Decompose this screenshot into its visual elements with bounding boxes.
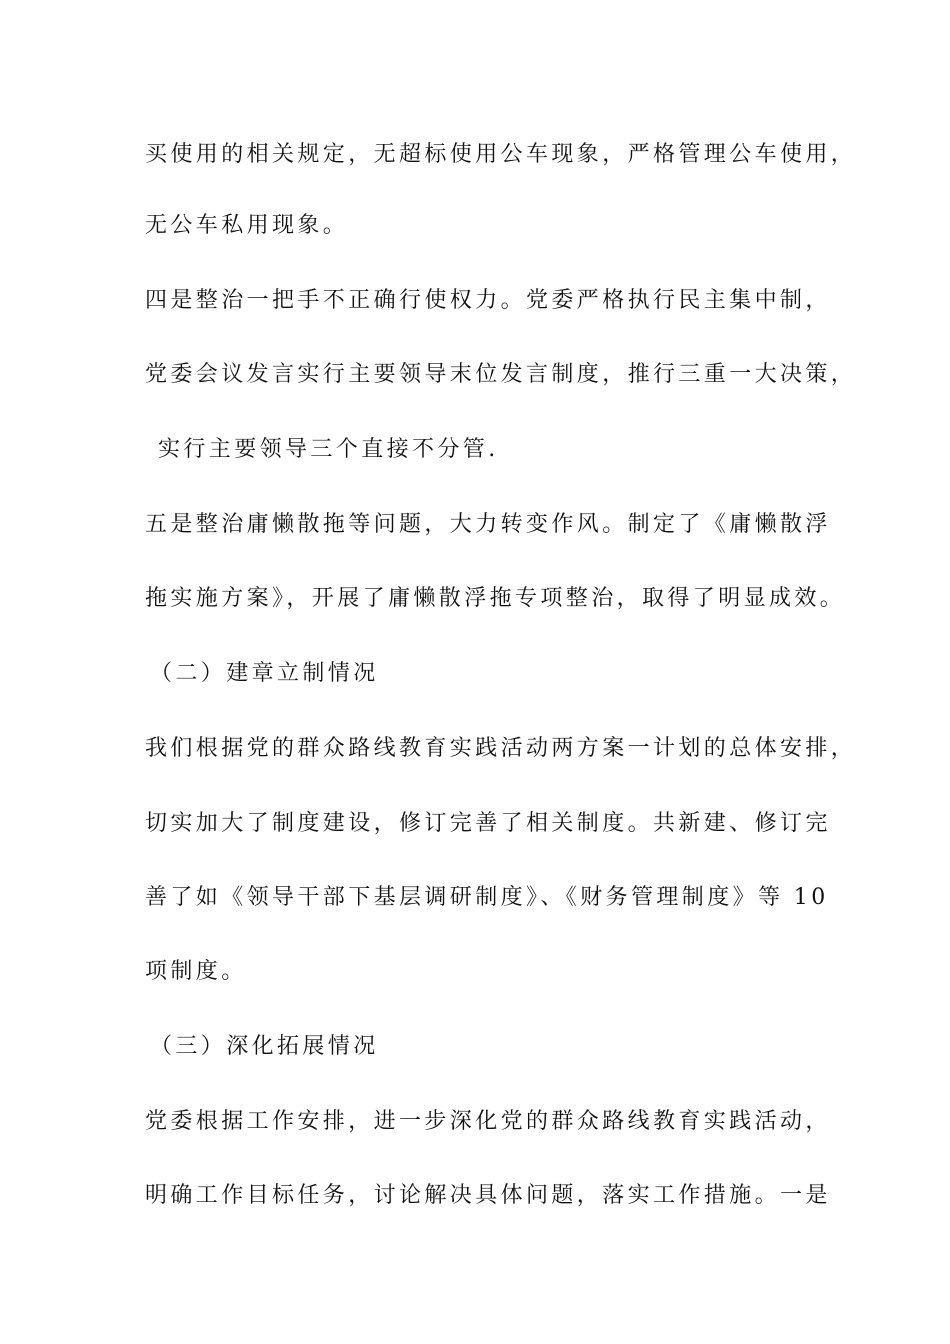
text-line: 切实加大了制度建设，修订完善了相关制度。共新建、修订完 [145, 811, 831, 836]
text-line: 无公车私用现象。 [145, 213, 349, 238]
text-line: 四是整治一把手不正确行使权力。党委严格执行民主集中制， [145, 288, 831, 313]
text-line: 党委会议发言实行主要领导末位发言制度，推行三重一大决策， [145, 362, 857, 387]
text-line: 五是整治庸懒散拖等问题，大力转变作风。制定了《庸懒散浮 [145, 512, 831, 537]
section-heading: （二）建章立制情况 [150, 661, 379, 686]
text-line: 买使用的相关规定，无超标使用公车现象，严格管理公车使用， [145, 142, 857, 167]
text-line: 明确工作目标任务，讨论解决具体问题，落实工作措施。一是 [145, 1183, 831, 1208]
text-line: 党委根据工作安排，进一步深化党的群众路线教育实践活动， [145, 1109, 831, 1134]
text-line: 善了如《领导干部下基层调研制度》、《财务管理制度》等 10 [145, 885, 829, 910]
text-line: 拖实施方案》，开展了庸懒散浮拖专项整治，取得了明显成效。 [145, 586, 846, 611]
text-line: 我们根据党的群众路线教育实践活动两方案一计划的总体安排， [145, 736, 857, 761]
text-line: 实行主要领导三个直接不分管. [158, 437, 499, 462]
section-heading: （三）深化拓展情况 [150, 1034, 379, 1059]
text-line: 项制度。 [145, 959, 247, 984]
